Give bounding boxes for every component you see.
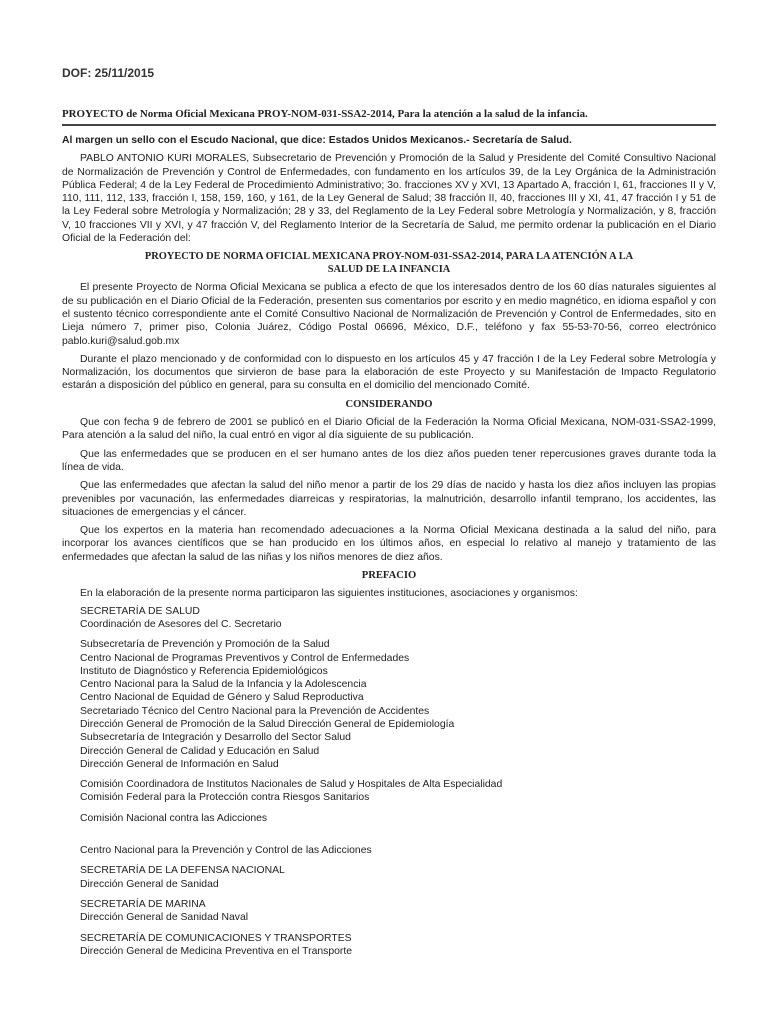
main-title-line2: SALUD DE LA INFANCIA <box>327 264 451 276</box>
seal-note: Al margen un sello con el Escudo Nacional, que dice: Estados Unidos Mexicanos.- Secretaría de Salud. <box>62 135 572 146</box>
title-rest: de Norma Oficial Mexicana PROY-NOM-031-SSA2-2014, Para la atención a la salud de la infancia. <box>123 108 588 120</box>
prefacio-intro: En la elaboración de la presente norma participaron las siguientes instituciones, asociaciones y organismos: <box>80 588 578 600</box>
organization-item: Subsecretaría de Integración y Desarrollo del Sector Salud <box>80 732 351 744</box>
main-title-line1: PROYECTO DE NORMA OFICIAL MEXICANA PROY-NOM-031-SSA2-2014, PARA LA ATENCIÓN A LA <box>144 251 634 263</box>
organization-group <box>80 898 716 925</box>
organization-group <box>80 778 716 805</box>
organization-item: Dirección General de Medicina Preventiva en el Transporte <box>80 945 353 957</box>
main-title <box>62 250 716 276</box>
organization-group <box>80 864 716 891</box>
organization-item: Dirección General de Información en Salud <box>80 758 279 770</box>
title-lead: PROYECTO <box>62 108 124 120</box>
organization-item: Dirección General de Calidad y Educación en Salud <box>80 745 320 757</box>
organization-item: Dirección General de Sanidad <box>80 878 219 890</box>
organization-group <box>80 638 716 771</box>
organization-item: Instituto de Diagnóstico y Referencia Epidemiológicos <box>80 665 328 677</box>
organization-item: Centro Nacional para la Salud de la Infancia y la Adolescencia <box>80 679 367 691</box>
paragraph-plazo: Durante el plazo mencionado y de conformidad con lo dispuesto en los artículos 45 y 47 fracción I de la Ley Federal sobre Metrología y Normalización, los documentos que sirvieron de base para la elaboración de este Proyecto y su Manifestación de Impacto Regulatorio estarán a disposición del público en general, para su consulta en el domicilio del mencionado Comité. <box>62 353 716 392</box>
considerando-paragraph: Que las enfermedades que se producen en el ser humano antes de los diez años pueden tener repercusiones graves durante toda la línea de vida. <box>62 448 716 473</box>
organization-item: Coordinación de Asesores del C. Secretario <box>80 618 282 630</box>
considerando-paragraph: Que con fecha 9 de febrero de 2001 se publicó en el Diario Oficial de la Federación la Norma Oficial Mexicana, NOM-031-SSA2-1999, Para atención a la salud del niño, la cual entró en vigor al día siguiente de su publicación. <box>62 417 716 442</box>
organization-group <box>80 932 716 959</box>
organization-item: Centro Nacional para la Prevención y Control de las Adicciones <box>80 845 372 857</box>
considerando-heading: CONSIDERANDO <box>345 398 433 410</box>
organization-item: SECRETARÍA DE MARINA <box>80 898 206 910</box>
intro-paragraph: PABLO ANTONIO KURI MORALES, Subsecretario de Prevención y Promoción de la Salud y Presidente del Comité Consultivo Nacional de Normalización de Prevención y Control de Enfermedades, con fundamento en los artículos 39, de la Ley Orgánica de la Administración Pública Federal; 4 de la Ley Federal de Procedimiento Administrativo; 3o. fracciones XV y XVI, 13 Apartado A, fracción I, 61, fracciones II y V, 110, 111, 112, 133, fracción I, 158, 159, 160, y 161, de la Ley General de Salud; 38 fracción II, 40, fracciones III y XI, 41, 47 fracción I y 51 de la Ley Federal sobre Metrología y Normalización; 28 y 33, del Reglamento de la Ley Federal sobre Metrología y Normalización, y 8, fracción V, 10 fracciones VII y XVI, y 47 fracción V, del Reglamento Interior de la Secretaría de Salud, me permito ordenar la publicación en el Diario Oficial de la Federación del: <box>62 153 716 245</box>
organization-item: Centro Nacional de Equidad de Género y Salud Reproductiva <box>80 692 364 704</box>
document-title <box>62 108 716 126</box>
organization-item: SECRETARÍA DE COMUNICACIONES Y TRANSPORTES <box>80 932 352 944</box>
organization-item: Secretariado Técnico del Centro Nacional para la Prevención de Accidentes <box>80 705 430 717</box>
prefacio-heading: PREFACIO <box>361 570 417 582</box>
organization-group <box>80 812 716 825</box>
publication-date: DOF: 25/11/2015 <box>62 66 155 80</box>
organization-item: Dirección General de Promoción de la Salud Dirección General de Epidemiología <box>80 718 455 730</box>
considerando-paragraph: Que las enfermedades que afectan la salud del niño menor a partir de los 29 días de nacido y hasta los diez años incluyen las propias prevenibles por vacunación, las enfermedades diarreicas y respiratorias, la malnutrición, desarrollo infantil temprano, los accidentes, las situaciones de emergencias y el cáncer. <box>62 480 716 518</box>
organization-group <box>80 844 716 857</box>
organization-group <box>80 605 716 632</box>
organization-item: SECRETARÍA DE SALUD <box>80 605 200 617</box>
organization-item: Comisión Federal para la Protección contra Riesgos Sanitarios <box>80 792 370 804</box>
organization-item: Dirección General de Sanidad Naval <box>80 912 249 924</box>
paragraph-publication: El presente Proyecto de Norma Oficial Mexicana se publica a efecto de que los interesados dentro de los 60 días naturales siguientes al de su publicación en el Diario Oficial de la Federación, presenten sus comentarios por escrito y en medio magnético, en idioma español y con el sustento técnico correspondiente ante el Comité Consultivo Nacional de Normalización de Prevención y Control de Enfermedades, sito en Lieja número 7, primer piso, Colonia Juárez, Código Postal 06696, México, D.F., teléfono y fax 55-53-70-56, correo electrónico pablo.kuri@salud.gob.mx <box>62 282 716 347</box>
considerando-paragraph: Que los expertos en la materia han recomendado adecuaciones a la Norma Oficial Mexicana destinada a la salud del niño, para incorporar los avances científicos que se han producido en los últimos años, en especial lo relativo al manejo y tratamiento de las enfermedades que afectan la salud de las niñas y los niños menores de diez años. <box>62 525 716 563</box>
spacer <box>62 832 716 844</box>
organization-item: Comisión Coordinadora de Institutos Nacionales de Salud y Hospitales de Alta Especialidad <box>80 779 503 791</box>
organization-item: Subsecretaría de Prevención y Promoción de la Salud <box>80 639 330 651</box>
organization-item: Comisión Nacional contra las Adicciones <box>80 812 268 824</box>
document-body <box>62 134 716 965</box>
organization-item: Centro Nacional de Programas Preventivos y Control de Enfermedades <box>80 652 410 664</box>
organization-list <box>62 605 716 959</box>
organization-item: SECRETARÍA DE LA DEFENSA NACIONAL <box>80 865 285 877</box>
